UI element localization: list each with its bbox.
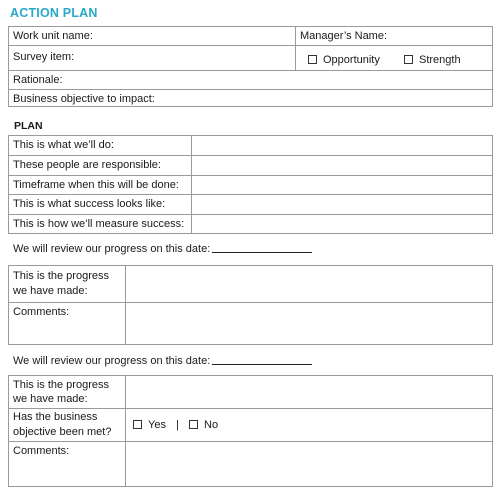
yes-label: Yes bbox=[148, 419, 166, 431]
survey-item-label: Survey item: bbox=[13, 51, 75, 63]
plan-row-label: This is what we’ll do: bbox=[13, 139, 114, 151]
plan-row-label: These people are responsible: bbox=[13, 159, 161, 171]
progress-label-line1: This is the progress bbox=[13, 379, 109, 391]
row-divider bbox=[8, 194, 493, 195]
comments-label: Comments: bbox=[13, 306, 70, 318]
row-divider bbox=[8, 302, 493, 303]
row-divider bbox=[8, 89, 493, 90]
no-label: No bbox=[204, 419, 219, 431]
review-date-blank[interactable] bbox=[212, 242, 312, 253]
page-title: ACTION PLAN bbox=[10, 6, 98, 20]
row-divider bbox=[8, 214, 493, 215]
column-divider bbox=[125, 375, 126, 487]
yes-option[interactable] bbox=[133, 419, 166, 431]
manager-name-label: Manager’s Name: bbox=[300, 30, 388, 42]
progress-label-line2: we have made: bbox=[13, 285, 88, 297]
row-divider bbox=[8, 70, 493, 71]
row-divider bbox=[8, 175, 493, 176]
plan-row-label: Timeframe when this will be done: bbox=[13, 179, 179, 191]
review-date-blank[interactable] bbox=[212, 354, 312, 365]
row-divider bbox=[8, 45, 493, 46]
opportunity-checkbox[interactable] bbox=[308, 55, 317, 64]
progress-label-line1: This is the progress bbox=[13, 270, 109, 282]
plan-row-label: This is how we’ll measure success: bbox=[13, 218, 185, 230]
yes-checkbox[interactable] bbox=[133, 420, 142, 429]
option-separator: | bbox=[176, 419, 179, 431]
no-checkbox[interactable] bbox=[189, 420, 198, 429]
rationale-label: Rationale: bbox=[13, 74, 63, 86]
review-date-label: We will review our progress on this date: bbox=[13, 243, 211, 255]
progress-label-line2: we have made: bbox=[13, 393, 88, 405]
column-divider bbox=[295, 26, 296, 70]
opportunity-option[interactable] bbox=[308, 54, 380, 66]
review-date-line bbox=[13, 242, 312, 256]
column-divider bbox=[191, 135, 192, 234]
opportunity-label: Opportunity bbox=[323, 54, 380, 66]
strength-checkbox[interactable] bbox=[404, 55, 413, 64]
no-option[interactable] bbox=[189, 419, 218, 431]
objective-met-line2: objective been met? bbox=[13, 426, 112, 438]
row-divider bbox=[8, 441, 493, 442]
plan-row-label: This is what success looks like: bbox=[13, 198, 166, 210]
review-date-label: We will review our progress on this date: bbox=[13, 355, 211, 367]
strength-option[interactable] bbox=[404, 54, 461, 66]
review-date-line bbox=[13, 354, 312, 368]
plan-heading: PLAN bbox=[14, 120, 43, 132]
comments-label: Comments: bbox=[13, 445, 70, 457]
objective-met-line1: Has the business bbox=[13, 411, 98, 423]
business-objective-label: Business objective to impact: bbox=[13, 93, 155, 105]
column-divider bbox=[125, 265, 126, 345]
work-unit-label: Work unit name: bbox=[13, 30, 93, 42]
row-divider bbox=[8, 155, 493, 156]
row-divider bbox=[8, 408, 493, 409]
strength-label: Strength bbox=[419, 54, 461, 66]
